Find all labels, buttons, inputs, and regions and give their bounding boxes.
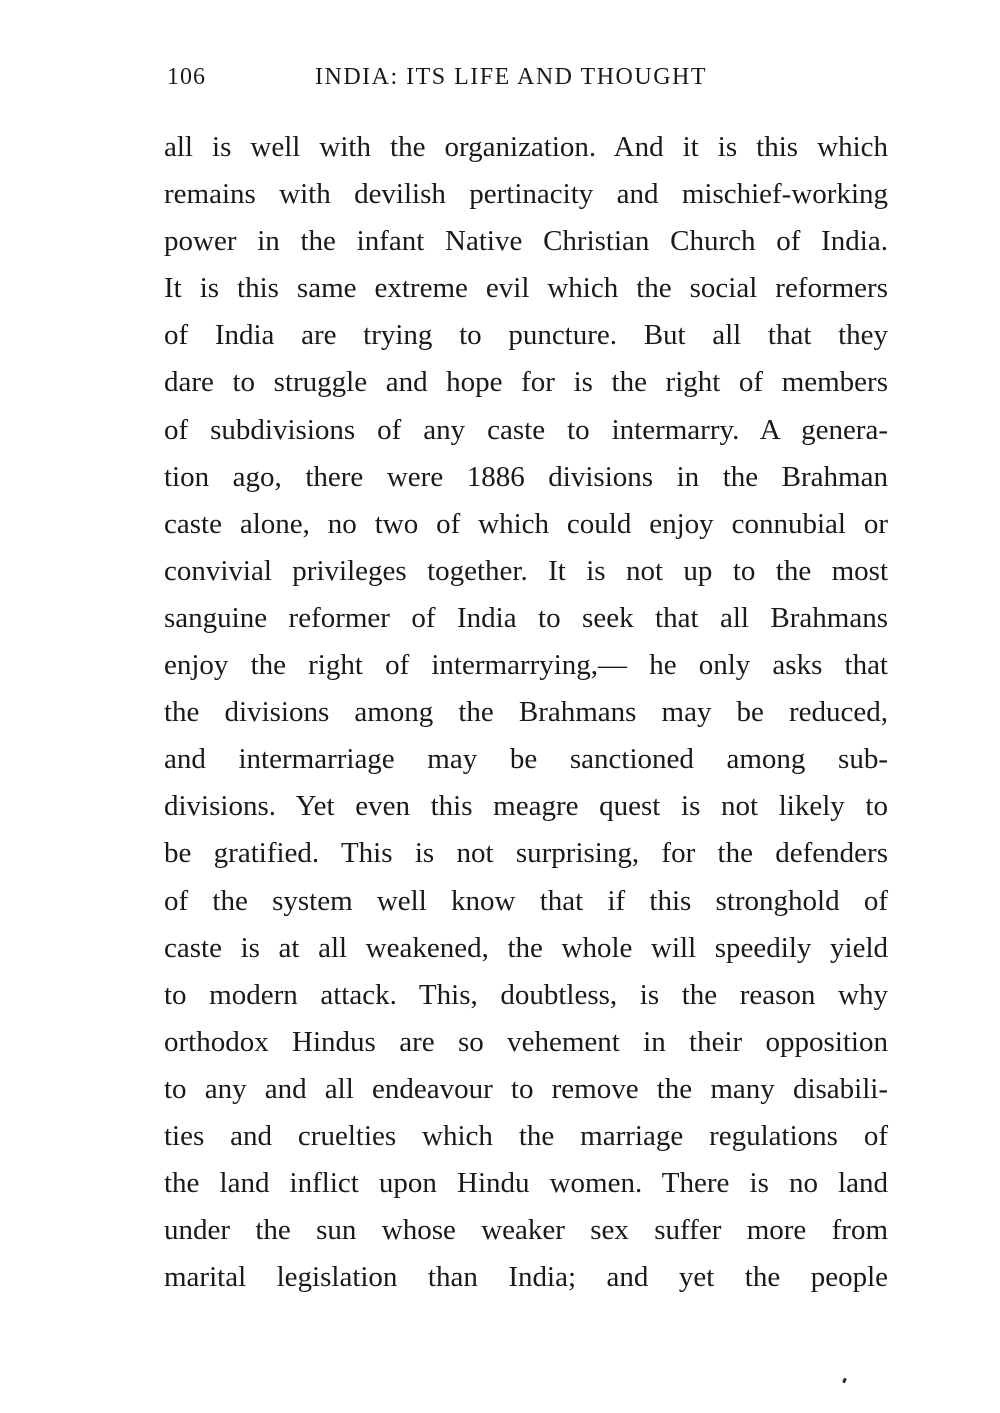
text-line: of subdivisions of any caste to intermarry. A genera- — [164, 413, 888, 446]
text-line: sanguine reformer of India to seek that all Brahmans — [164, 601, 888, 634]
text-line: of the system well know that if this stronghold of — [164, 884, 888, 917]
text-line: be gratified. This is not surprising, for the defenders — [164, 837, 888, 870]
text-line: the divisions among the Brahmans may be reduced, — [164, 696, 888, 729]
text-line: the land inflict upon Hindu women. There is no land — [164, 1167, 888, 1200]
text-line: It is this same extreme evil which the social reformers — [164, 272, 888, 305]
text-line: marital legislation than India; and yet the people — [164, 1261, 888, 1294]
text-line: dare to struggle and hope for is the right of members — [164, 366, 888, 399]
text-line: caste alone, no two of which could enjoy connubial or — [164, 507, 888, 540]
text-line: enjoy the right of intermarrying,— he only asks that — [164, 649, 888, 682]
text-line: to any and all endeavour to remove the many disabili- — [164, 1072, 888, 1105]
page-number: 106 — [167, 64, 206, 90]
text-line: to modern attack. This, doubtless, is the reason why — [164, 978, 888, 1011]
text-line: convivial privileges together. It is not up to the most — [164, 554, 888, 587]
body-text — [164, 124, 888, 1301]
text-line: orthodox Hindus are so vehement in their opposition — [164, 1025, 888, 1058]
running-head — [167, 64, 767, 104]
text-line: caste is at all weakened, the whole will speedily yield — [164, 931, 888, 964]
text-line: power in the infant Native Christian Church of India. — [164, 225, 888, 258]
text-line: of India are trying to puncture. But all that they — [164, 319, 888, 352]
text-line: and intermarriage may be sanctioned among sub- — [164, 743, 888, 776]
running-title: INDIA: ITS LIFE AND THOUGHT — [315, 64, 708, 90]
text-line: under the sun whose weaker sex suffer more from — [164, 1214, 888, 1247]
ink-speck — [842, 1378, 847, 1384]
text-line: divisions. Yet even this meagre quest is not likely to — [164, 790, 888, 823]
text-line: tion ago, there were 1886 divisions in the Brahman — [164, 460, 888, 493]
text-line: ties and cruelties which the marriage regulations of — [164, 1119, 888, 1152]
text-line: remains with devilish pertinacity and mischief-working — [164, 178, 888, 211]
text-line: all is well with the organization. And it is this which — [164, 131, 888, 163]
